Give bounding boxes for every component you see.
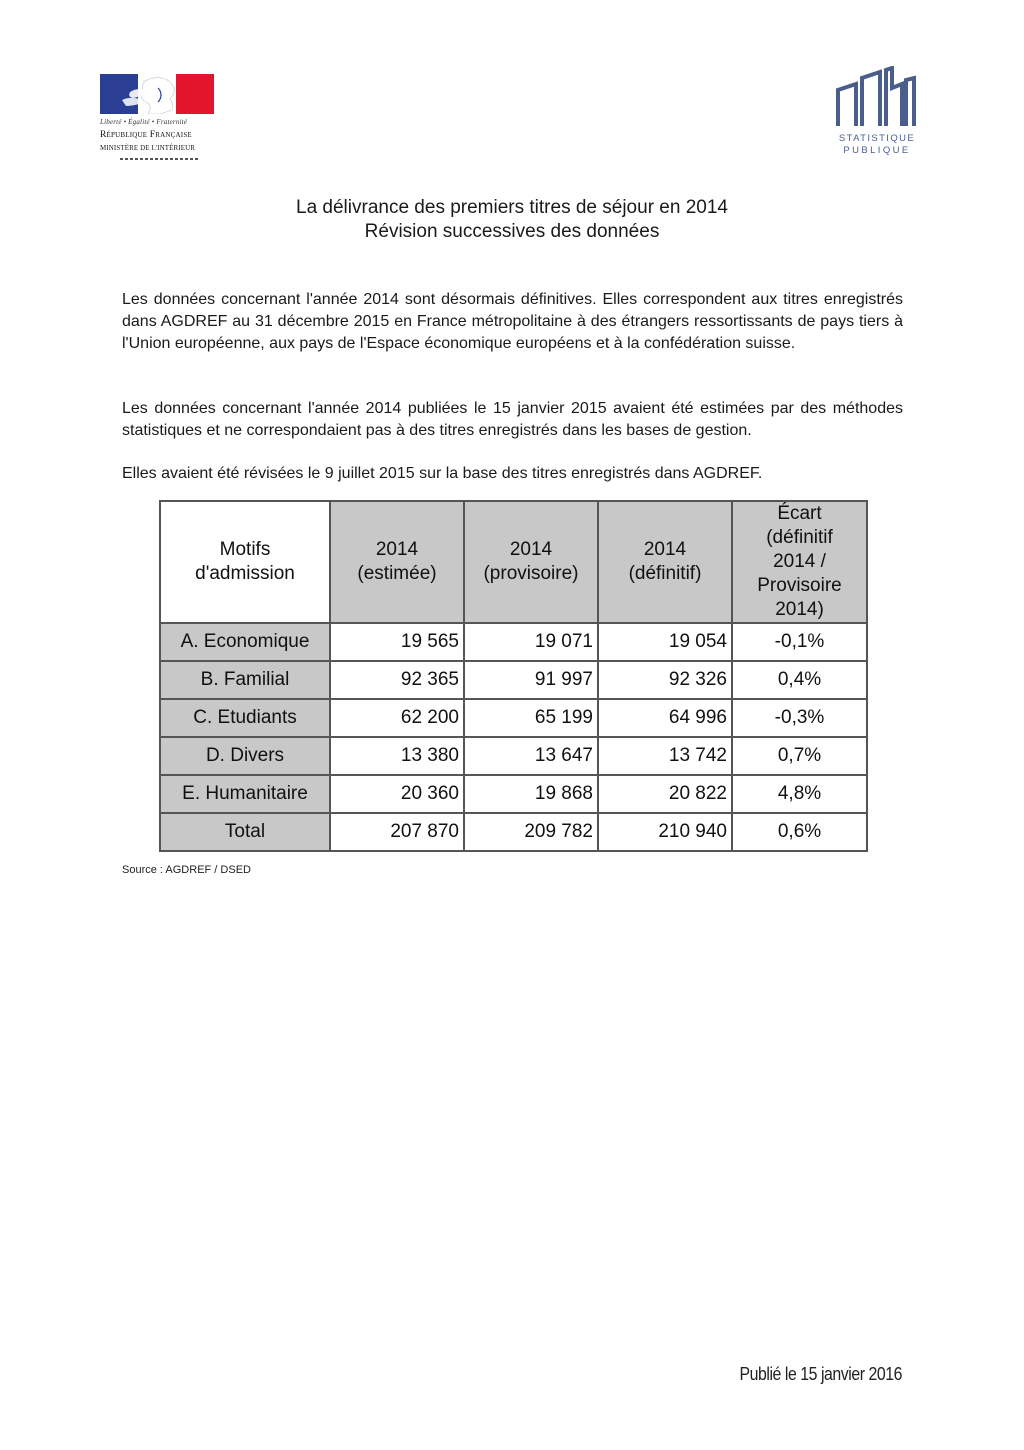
- table-row: [160, 737, 867, 775]
- cell-estimee: 207 870: [330, 813, 464, 851]
- paragraph-definitive-data: Les données concernant l'année 2014 sont désormais définitives. Elles correspondent aux titres enregistrés dans AGDREF au 31 décembre 2015 en France métropolitaine à des étrangers ressortissants de pays tiers à l'Union européenne, aux pays de l'Espace économique européens et à la confédération suisse.: [122, 291, 903, 352]
- cell-ecart: 0,7%: [732, 737, 867, 775]
- cell-estimee: 13 380: [330, 737, 464, 775]
- cell-ecart: 0,6%: [732, 813, 867, 851]
- row-label: B. Familial: [160, 661, 330, 699]
- row-label-total: Total: [160, 813, 330, 851]
- table-source-note: Source : AGDREF / DSED: [122, 864, 251, 876]
- logo-ministry-subline: [120, 158, 198, 160]
- cell-definitif: 210 940: [598, 813, 732, 851]
- logo-ministry: MINISTÈRE DE L'INTÉRIEUR: [100, 144, 196, 152]
- cell-provisoire: 209 782: [464, 813, 598, 851]
- cell-definitif: 64 996: [598, 699, 732, 737]
- table-row: [160, 699, 867, 737]
- cell-provisoire: 65 199: [464, 699, 598, 737]
- paragraph-revised-data: Elles avaient été révisées le 9 juillet 2015 sur la base des titres enregistrés dans AGDREF.: [122, 465, 763, 482]
- header-provisoire: 2014 (provisoire): [464, 501, 598, 623]
- row-label: E. Humanitaire: [160, 775, 330, 813]
- cell-ecart: 0,4%: [732, 661, 867, 699]
- cell-provisoire: 13 647: [464, 737, 598, 775]
- cell-provisoire: 19 071: [464, 623, 598, 661]
- cell-provisoire: 19 868: [464, 775, 598, 813]
- table-header-row: [160, 501, 867, 623]
- title-line-2: Révision successives des données: [364, 221, 660, 242]
- logo-sp-line2: PUBLIQUE: [843, 145, 911, 156]
- statistique-publique-mark-icon: [834, 66, 918, 128]
- cell-estimee: 92 365: [330, 661, 464, 699]
- row-label: D. Divers: [160, 737, 330, 775]
- logo-motto: Liberté • Égalité • Fraternité: [100, 118, 188, 126]
- cell-ecart: 4,8%: [732, 775, 867, 813]
- title-line-1: La délivrance des premiers titres de séjour en 2014: [296, 197, 728, 218]
- statistique-publique-logo: [832, 66, 922, 166]
- titres-sejour-table: [159, 500, 868, 852]
- cell-provisoire: 91 997: [464, 661, 598, 699]
- header-ecart: Écart (définitif 2014 / Provisoire 2014): [732, 501, 867, 623]
- cell-definitif: 19 054: [598, 623, 732, 661]
- row-label: C. Etudiants: [160, 699, 330, 737]
- header-estimee: 2014 (estimée): [330, 501, 464, 623]
- document-title: [0, 196, 1024, 244]
- table-row-total: [160, 813, 867, 851]
- cell-definitif: 20 822: [598, 775, 732, 813]
- publication-date: Publié le 15 janvier 2016: [739, 1364, 902, 1384]
- cell-estimee: 19 565: [330, 623, 464, 661]
- cell-ecart: -0,1%: [732, 623, 867, 661]
- row-label: A. Economique: [160, 623, 330, 661]
- paragraph-estimated-data: Les données concernant l'année 2014 publiées le 15 janvier 2015 avaient été estimées par des méthodes statistiques et ne correspondaient pas à des titres enregistrés dans les bases de gestion.: [122, 400, 903, 439]
- header-motifs: Motifs d'admission: [160, 501, 330, 623]
- cell-ecart: -0,3%: [732, 699, 867, 737]
- logo-sp-line1: STATISTIQUE: [838, 133, 916, 144]
- header-definitif: 2014 (définitif): [598, 501, 732, 623]
- cell-estimee: 62 200: [330, 699, 464, 737]
- table-row: [160, 661, 867, 699]
- cell-definitif: 13 742: [598, 737, 732, 775]
- logo-republic: République Française: [100, 130, 192, 140]
- cell-definitif: 92 326: [598, 661, 732, 699]
- table-row: [160, 623, 867, 661]
- marianne-flag-icon: [100, 74, 214, 114]
- republique-francaise-logo: [100, 74, 216, 170]
- table-row: [160, 775, 867, 813]
- cell-estimee: 20 360: [330, 775, 464, 813]
